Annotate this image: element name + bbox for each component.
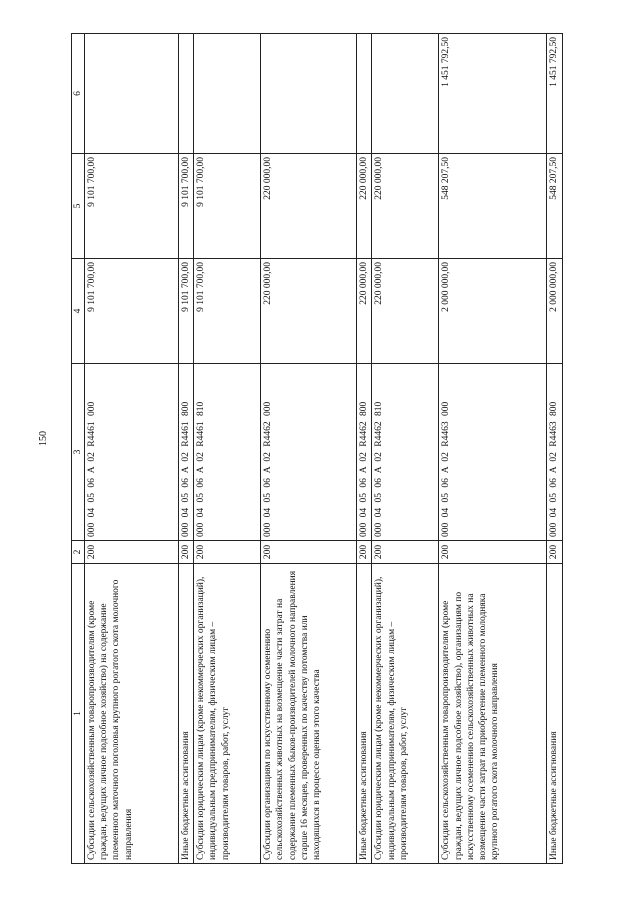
item-amount-6 xyxy=(179,34,194,154)
rotated-page xyxy=(71,34,560,864)
item-rz: 200 xyxy=(179,541,194,564)
item-code: 000 04 05 06 A 02 R4463 800 xyxy=(547,364,562,541)
item-amount-6 xyxy=(85,34,179,154)
item-rz: 200 xyxy=(194,541,261,564)
page-number: 150 xyxy=(38,431,49,446)
table-row xyxy=(179,34,194,864)
table-row xyxy=(547,34,562,864)
item-code: 000 04 05 06 A 02 R4461 810 xyxy=(194,364,261,541)
item-code: 000 04 05 06 A 02 R4462 800 xyxy=(357,364,372,541)
table-row xyxy=(357,34,372,864)
item-amount-5: 548 207,50 xyxy=(439,154,547,259)
item-amount-5: 220 000,00 xyxy=(372,154,439,259)
item-code: 000 04 05 06 A 02 R4463 000 xyxy=(439,364,547,541)
item-rz: 200 xyxy=(261,541,357,564)
header-row xyxy=(72,34,85,864)
item-amount-4: 220 000,00 xyxy=(261,259,357,364)
header-cell: 1 xyxy=(72,564,85,864)
item-code: 000 04 05 06 A 02 R4462 000 xyxy=(261,364,357,541)
item-name: Субсидии сельскохозяйственным товаропроизводителям (кроме граждан, ведущих личное подсобное хозяйство), организациям по искусственному осеменению сельскохозяйственных животных на возмещение части затрат на приобретение племенного молодняка крупного рогатого скота молочного направления xyxy=(439,564,547,864)
item-amount-5: 220 000,00 xyxy=(261,154,357,259)
table-row xyxy=(194,34,261,864)
item-amount-6 xyxy=(357,34,372,154)
item-rz: 200 xyxy=(439,541,547,564)
item-amount-5: 548 207,50 xyxy=(547,154,562,259)
table-row xyxy=(372,34,439,864)
item-name: Иные бюджетные ассигнования xyxy=(179,564,194,864)
item-amount-6 xyxy=(372,34,439,154)
item-amount-6: 1 451 792,50 xyxy=(547,34,562,154)
table-row xyxy=(439,34,547,864)
item-amount-6: 1 451 792,50 xyxy=(439,34,547,154)
item-name: Субсидии сельскохозяйственным товаропроизводителям (кроме граждан, ведущих личное подсобное хозяйство) на содержание племенного маточного поголовья крупного рогатого скота молочного направления xyxy=(85,564,179,864)
item-name: Иные бюджетные ассигнования xyxy=(547,564,562,864)
item-amount-4: 2 000 000,00 xyxy=(439,259,547,364)
table-row xyxy=(85,34,179,864)
item-name: Иные бюджетные ассигнования xyxy=(357,564,372,864)
table-row xyxy=(261,34,357,864)
item-amount-5: 9 101 700,00 xyxy=(85,154,179,259)
item-amount-4: 9 101 700,00 xyxy=(194,259,261,364)
item-rz: 200 xyxy=(85,541,179,564)
item-rz: 200 xyxy=(547,541,562,564)
header-cell: 4 xyxy=(72,259,85,364)
item-amount-6 xyxy=(261,34,357,154)
item-amount-5: 9 101 700,00 xyxy=(179,154,194,259)
item-rz: 200 xyxy=(357,541,372,564)
item-code: 000 04 05 06 A 02 R4462 810 xyxy=(372,364,439,541)
header-cell: 3 xyxy=(72,364,85,541)
item-rz: 200 xyxy=(372,541,439,564)
item-code: 000 04 05 06 A 02 R4461 800 xyxy=(179,364,194,541)
item-amount-5: 9 101 700,00 xyxy=(194,154,261,259)
item-code: 000 04 05 06 A 02 R4461 000 xyxy=(85,364,179,541)
item-amount-4: 9 101 700,00 xyxy=(85,259,179,364)
item-amount-4: 220 000,00 xyxy=(357,259,372,364)
item-name: Субсидии юридическим лицам (кроме некоммерческих организаций), индивидуальным предпринимателям, физическим лицам – производителям товаров, работ, услуг xyxy=(194,564,261,864)
item-name: Субсидии юридическим лицам (кроме некоммерческих организаций), индивидуальным предпринимателям, физическим лицам – производителям товаров, работ, услуг xyxy=(372,564,439,864)
item-amount-4: 220 000,00 xyxy=(372,259,439,364)
header-cell: 6 xyxy=(72,34,85,154)
item-amount-6 xyxy=(194,34,261,154)
item-amount-4: 2 000 000,00 xyxy=(547,259,562,364)
item-amount-4: 9 101 700,00 xyxy=(179,259,194,364)
budget-table xyxy=(71,33,563,864)
header-cell: 5 xyxy=(72,154,85,259)
item-name: Субсидии организациям по искусственному осеменению сельскохозяйственных животных на возмещение части затрат на содержание племенных быков-производителей молочного направления старше 16 месяцев, проверенных по качеству потомства или находящихся в процессе оценки этого качества xyxy=(261,564,357,864)
item-amount-5: 220 000,00 xyxy=(357,154,372,259)
header-cell: 2 xyxy=(72,541,85,564)
